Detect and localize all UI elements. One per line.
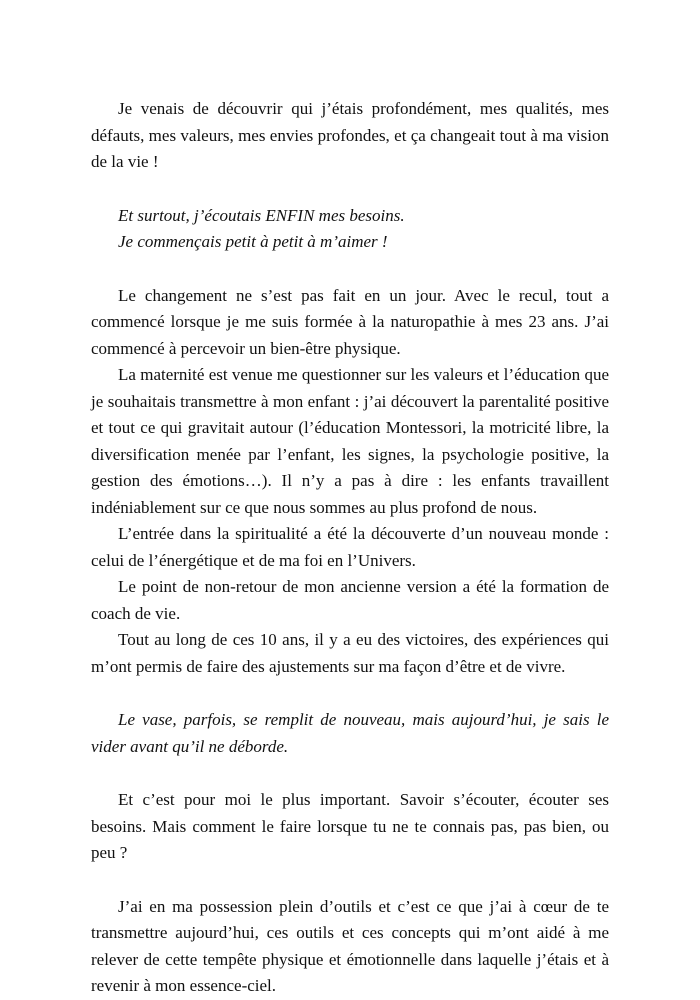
body-text <box>91 96 609 1000</box>
paragraph-tools: J’ai en ma possession plein d’outils et c’est ce que j’ai à cœur de te transmettre aujourd’hui, ces outils et ces concepts qui m’ont aidé à me relever de cette tempête physique et émotionnelle dans laquelle j’étais et à revenir à mon essence-ciel. <box>91 896 609 995</box>
paragraph-listening: Et c’est pour moi le plus important. Savoir s’écouter, écouter ses besoins. Mais comment le faire lorsque tu ne te connais pas, pas bien, ou peu ? <box>91 790 609 862</box>
italic-paragraph-vase: Le vase, parfois, se remplit de nouveau, mais aujourd’hui, je sais le vider avant qu’il ne déborde. <box>91 710 609 756</box>
paragraph-discovery: Je venais de découvrir qui j’étais profondément, mes qualités, mes défauts, mes valeurs, mes envies profondes, et ça changeait tout à ma vision de la vie ! <box>91 99 609 171</box>
paragraph-naturopathy: Le changement ne s’est pas fait en un jour. Avec le recul, tout a commencé lorsque je me suis formée à la naturopathie à mes 23 ans. J’ai commencé à percevoir un bien-être physique. <box>91 285 609 358</box>
paragraph-maternity: La maternité est venue me questionner sur les valeurs et l’éducation que je souhaitais transmettre à mon enfant : j’ai découvert la parentalité positive et tout ce qui gravitait autour (l’éducation Montessori, la motricité libre, la diversification menée par l’enfant, les signes, la psychologie positive, la gestion des émotions…). Il n’y a pas à dire : les enfants travaillent indéniablement sur ce que nous sommes au plus profond de nous. <box>91 365 609 517</box>
paragraph-life-coach: Le point de non-retour de mon ancienne version a été la formation de coach de vie. <box>91 577 609 623</box>
paragraph-ten-years: Tout au long de ces 10 ans, il y a eu des victoires, des expériences qui m’ont permis de faire des ajustements sur ma façon d’être et de vivre. <box>91 630 609 676</box>
paragraph-spirituality: L’entrée dans la spiritualité a été la découverte d’un nouveau monde : celui de l’énergétique et de ma foi en l’Univers. <box>91 524 609 570</box>
italic-line-needs: Et surtout, j’écoutais ENFIN mes besoins. <box>118 205 405 225</box>
italic-line-self-love: Je commençais petit à petit à m’aimer ! <box>118 232 388 251</box>
